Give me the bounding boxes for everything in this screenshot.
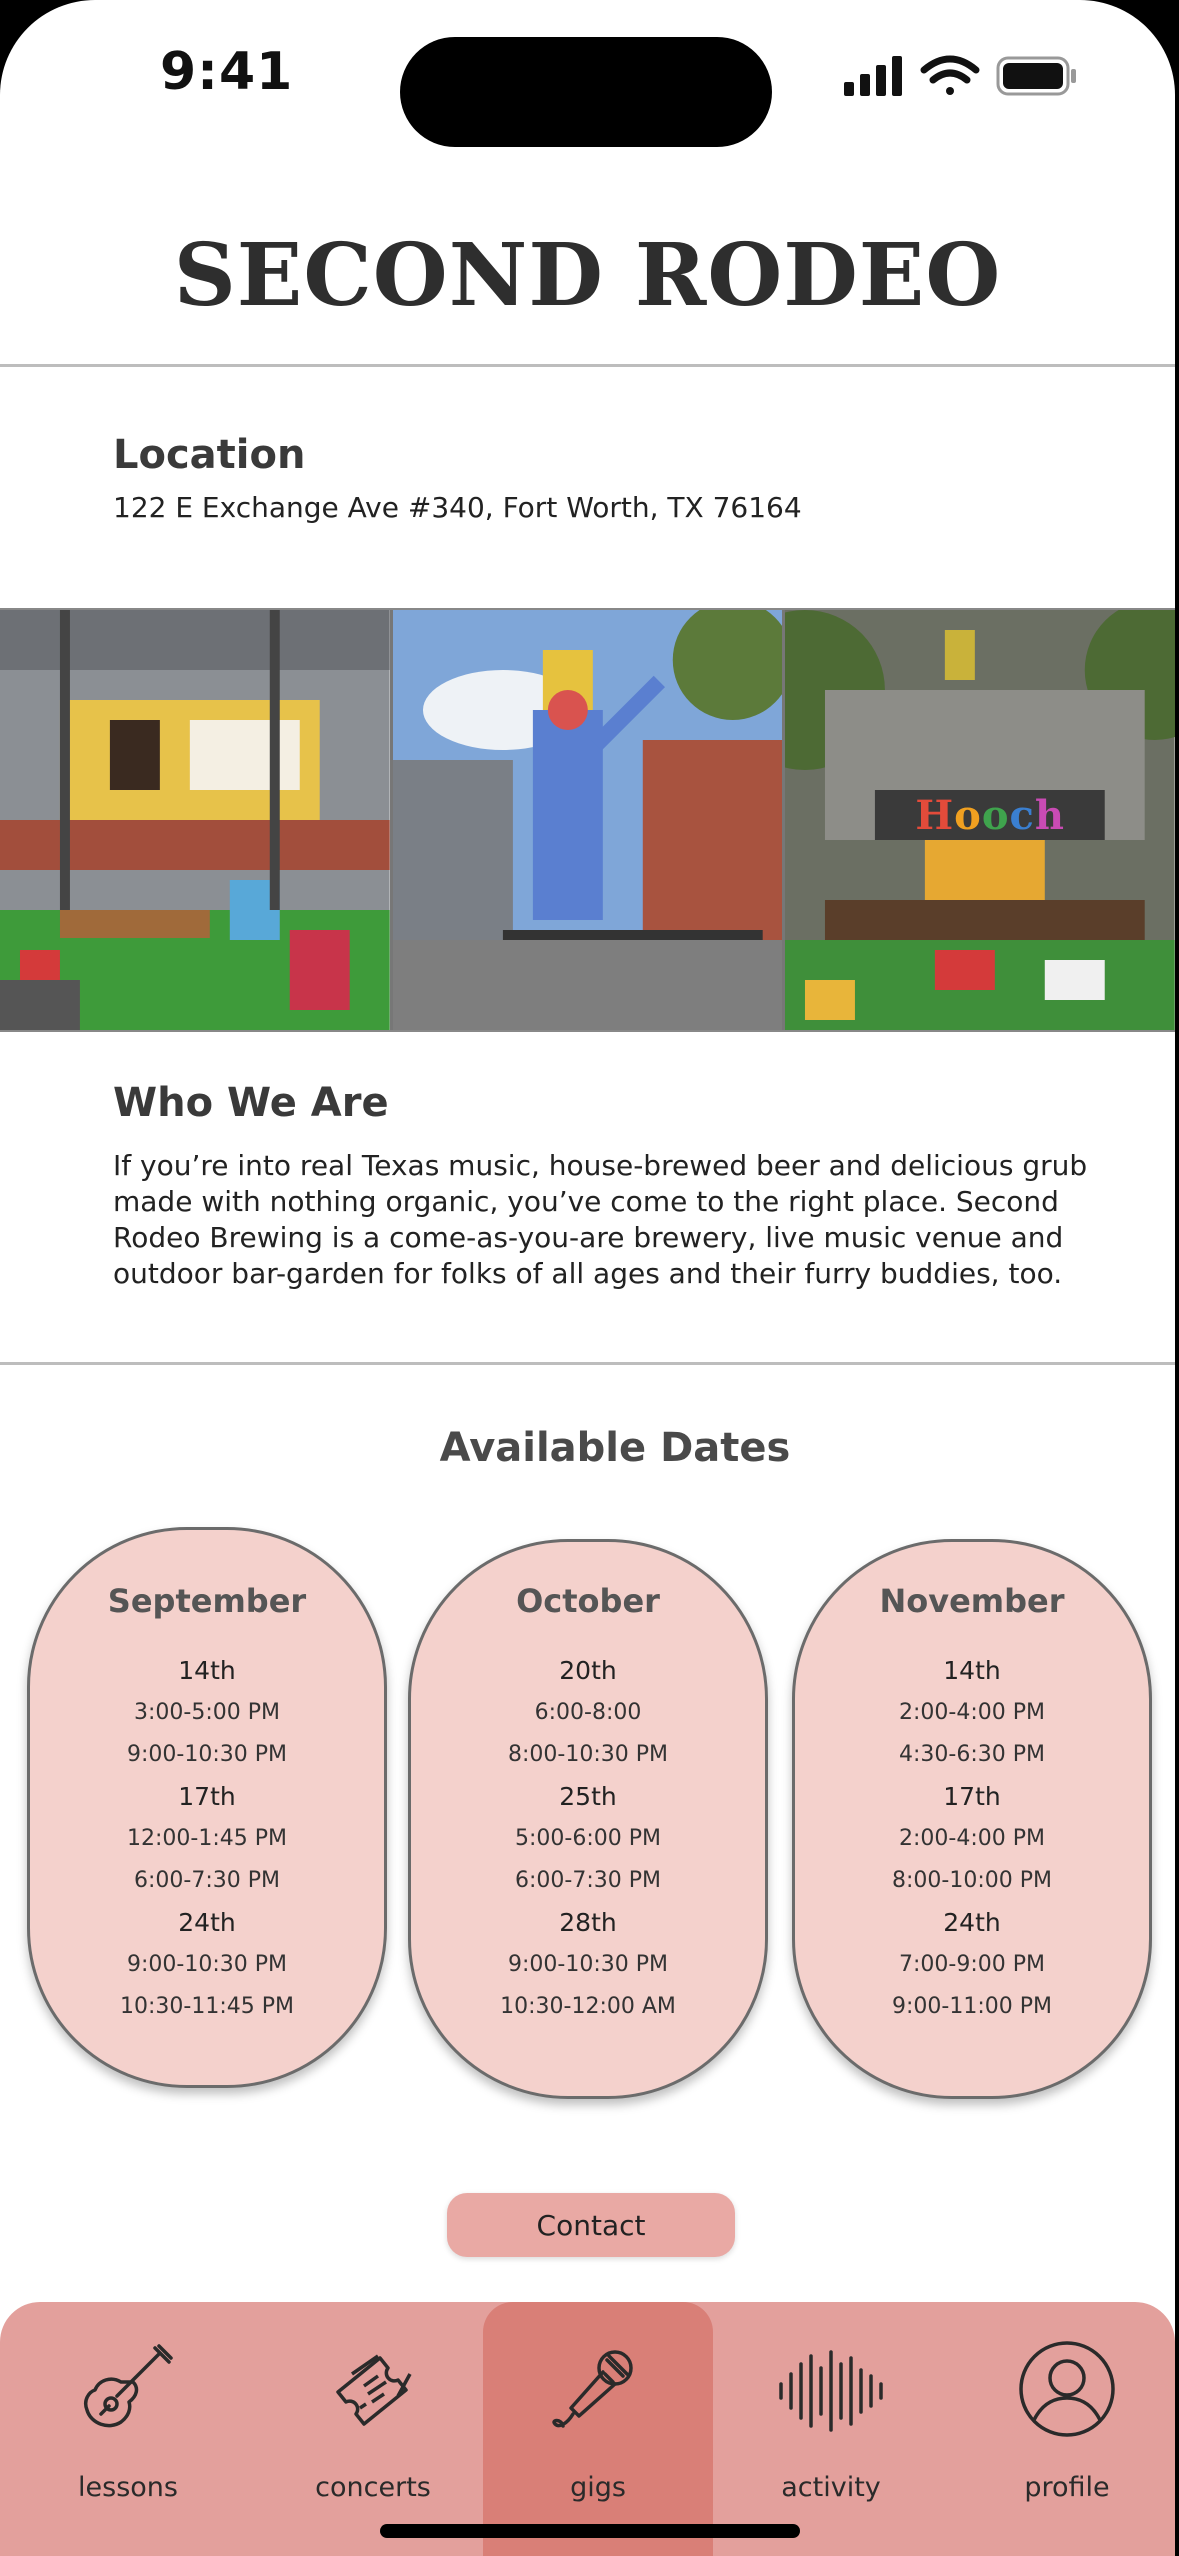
time-slot[interactable]: 8:00-10:30 PM xyxy=(508,1742,668,1767)
date-day[interactable]: 28th xyxy=(559,1908,617,1937)
tab-profile[interactable] xyxy=(952,2302,1175,2556)
tab-gigs[interactable] xyxy=(483,2302,713,2556)
time-slot[interactable]: 6:00-7:30 PM xyxy=(134,1868,280,1893)
time-slot[interactable]: 9:00-10:30 PM xyxy=(127,1742,287,1767)
contact-button[interactable]: Contact xyxy=(447,2193,735,2257)
time-slot[interactable]: 2:00-4:00 PM xyxy=(899,1700,1045,1725)
location-address: 122 E Exchange Ave #340, Fort Worth, TX 76164 xyxy=(113,491,802,524)
month-name: November xyxy=(879,1582,1065,1620)
time-slot[interactable]: 9:00-10:30 PM xyxy=(127,1952,287,1977)
date-day[interactable]: 14th xyxy=(178,1656,236,1685)
venue-photo-hooch-bar xyxy=(785,610,1175,1030)
tab-label: lessons xyxy=(78,2472,178,2503)
tab-label: gigs xyxy=(570,2472,626,2503)
tab-label: profile xyxy=(1024,2472,1110,2503)
battery-icon xyxy=(998,58,1076,94)
soundwave-icon xyxy=(771,2334,891,2444)
time-slot[interactable]: 10:30-12:00 AM xyxy=(500,1994,676,2019)
wifi-icon xyxy=(924,59,976,95)
about-line: outdoor bar-garden for folks of all ages and their furry buddies, too. xyxy=(113,1257,1063,1290)
about-text xyxy=(113,1148,1087,1292)
tab-activity[interactable] xyxy=(716,2302,946,2556)
section-divider xyxy=(0,1362,1175,1365)
tab-lessons[interactable] xyxy=(13,2302,243,2556)
time-slot[interactable]: 3:00-5:00 PM xyxy=(134,1700,280,1725)
time-slot[interactable]: 2:00-4:00 PM xyxy=(899,1826,1045,1851)
time-slot[interactable]: 10:30-11:45 PM xyxy=(120,1994,294,2019)
time-slot[interactable]: 6:00-7:30 PM xyxy=(515,1868,661,1893)
date-day[interactable]: 25th xyxy=(559,1782,617,1811)
about-line: If you’re into real Texas music, house-brewed beer and delicious grub xyxy=(113,1149,1088,1182)
dynamic-island xyxy=(400,37,772,147)
date-day[interactable]: 17th xyxy=(178,1782,236,1811)
time-slot[interactable]: 9:00-10:30 PM xyxy=(508,1952,668,1977)
status-bar xyxy=(0,0,1175,150)
bottom-tab-bar xyxy=(0,2302,1175,2556)
date-list xyxy=(30,1650,384,2028)
month-card-september[interactable] xyxy=(27,1527,387,2088)
date-day[interactable]: 14th xyxy=(943,1656,1001,1685)
venue-title: SECOND RODEO xyxy=(173,225,1002,326)
date-list xyxy=(795,1650,1149,2028)
time-slot[interactable]: 5:00-6:00 PM xyxy=(515,1826,661,1851)
date-day[interactable]: 24th xyxy=(943,1908,1001,1937)
tab-concerts[interactable] xyxy=(258,2302,488,2556)
profile-icon xyxy=(1012,2334,1122,2444)
venue-photo-patio xyxy=(0,610,393,1030)
tab-label: activity xyxy=(781,2472,881,2503)
tickets-icon xyxy=(318,2334,428,2444)
venue-photo-cowboy-statue xyxy=(393,610,786,1030)
date-day[interactable]: 24th xyxy=(178,1908,236,1937)
microphone-icon xyxy=(543,2334,653,2444)
month-card-october[interactable] xyxy=(408,1539,768,2099)
venue-photo-strip xyxy=(0,608,1175,1032)
month-name: September xyxy=(107,1582,307,1620)
month-card-november[interactable] xyxy=(792,1539,1152,2099)
hooch-sign: Hooch xyxy=(915,792,1065,839)
guitar-icon xyxy=(73,2334,183,2444)
available-dates-title: Available Dates xyxy=(439,1425,791,1471)
time-slot[interactable]: 6:00-8:00 xyxy=(534,1700,642,1725)
about-heading: Who We Are xyxy=(113,1080,389,1126)
date-day[interactable]: 17th xyxy=(943,1782,1001,1811)
tab-label: concerts xyxy=(315,2472,431,2503)
status-icons xyxy=(842,52,1082,102)
date-day[interactable]: 20th xyxy=(559,1656,617,1685)
time-slot[interactable]: 4:30-6:30 PM xyxy=(899,1742,1045,1767)
month-name: October xyxy=(516,1582,660,1620)
about-line: Rodeo Brewing is a come-as-you-are brewery, live music venue and xyxy=(113,1221,1064,1254)
home-indicator[interactable] xyxy=(380,2524,800,2538)
time-slot[interactable]: 7:00-9:00 PM xyxy=(899,1952,1045,1977)
time-slot[interactable]: 9:00-11:00 PM xyxy=(892,1994,1052,2019)
time-slot[interactable]: 8:00-10:00 PM xyxy=(892,1868,1052,1893)
header-divider xyxy=(0,364,1175,367)
signal-icon xyxy=(844,56,902,96)
status-time: 9:41 xyxy=(160,42,294,102)
date-list xyxy=(411,1650,765,2028)
about-line: made with nothing organic, you’ve come to the right place. Second xyxy=(113,1185,1059,1218)
time-slot[interactable]: 12:00-1:45 PM xyxy=(127,1826,287,1851)
location-heading: Location xyxy=(113,432,306,478)
